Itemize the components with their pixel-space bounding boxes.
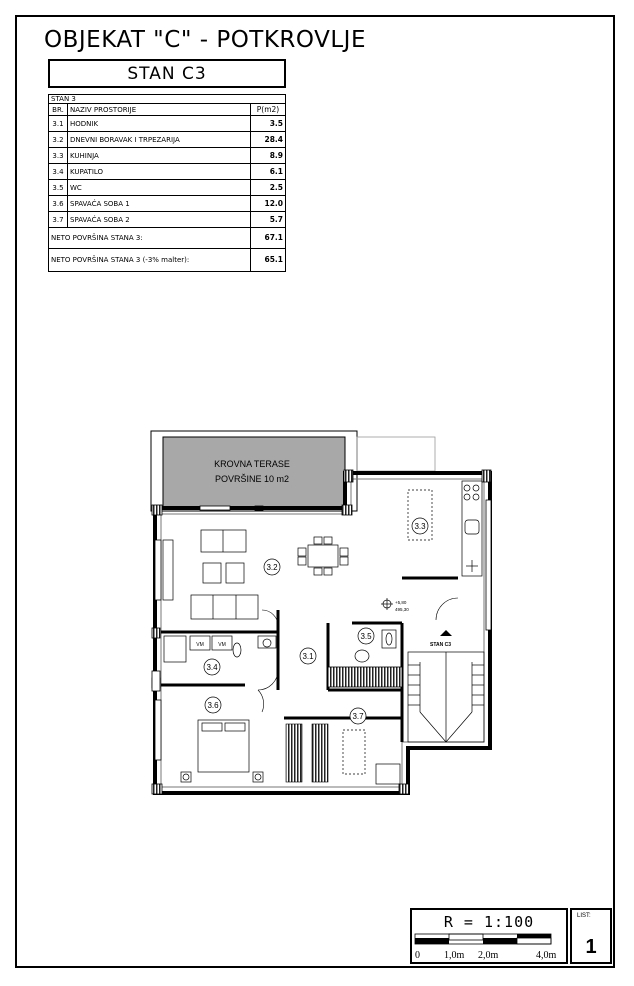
sofa: [163, 530, 258, 619]
terrace-label-1: KROVNA TERASE: [214, 459, 290, 469]
terrace-label-2: POVRŠINE 10 m2: [214, 474, 290, 484]
sheet-label: LIST:: [577, 913, 591, 919]
scale-box: [410, 908, 568, 964]
room-no: 3.4: [49, 164, 68, 180]
room-area: 5.7: [251, 212, 286, 228]
sheet-box: [570, 908, 612, 964]
room-area: 2.5: [251, 180, 286, 196]
room-name: KUPATILO: [68, 164, 251, 180]
net-area-less-value: 65.1: [251, 249, 286, 272]
wardrobe: [286, 724, 328, 782]
unit-label: STAN C3: [48, 59, 286, 88]
room-name: WC: [68, 180, 251, 196]
room-area: 8.9: [251, 148, 286, 164]
room-name: SPAVAĆA SOBA 1: [68, 196, 251, 212]
room-name: KUHINJA: [68, 148, 251, 164]
room-name: DNEVNI BORAVAK I TRPEZARIJA: [68, 132, 251, 148]
net-area-less-label: NETO POVRŠINA STANA 3 (-3% malter):: [49, 249, 251, 272]
scale-bar: [412, 910, 566, 950]
net-area-label: NETO POVRŠINA STANA 3:: [49, 228, 251, 249]
roof-terrace: [163, 437, 345, 507]
drawing-title: OBJEKAT "C" - POTKROVLJE: [44, 27, 366, 53]
room-area: 12.0: [251, 196, 286, 212]
staircase: [408, 652, 484, 742]
single-bed: [343, 730, 400, 784]
room-area: 3.5: [251, 116, 286, 132]
stair-label: STAN C3: [430, 642, 452, 648]
sheet-number: 1: [585, 936, 597, 958]
col-area-header: P(m2): [251, 104, 286, 116]
scale-ratio: R = 1:100: [443, 913, 535, 931]
room-no: 3.6: [49, 196, 68, 212]
scale-tick: 2,0m: [478, 950, 499, 961]
scale-tick: 4,0m: [536, 950, 557, 961]
door-swings: [258, 598, 458, 712]
col-no-header: BR.: [49, 104, 68, 116]
room-no: 3.3: [49, 148, 68, 164]
room-tag-3-2: 3.2: [266, 563, 278, 572]
scale-tick: 1,0m: [444, 950, 465, 961]
room-tag-3-4: 3.4: [206, 663, 218, 672]
room-tags: [204, 518, 428, 724]
room-tag-3-7: 3.7: [352, 712, 364, 721]
room-tag-3-3: 3.3: [414, 522, 426, 531]
col-name-header: NAZIV PROSTORIJE: [68, 104, 251, 116]
vm-label: VM: [218, 642, 226, 648]
room-no: 3.2: [49, 132, 68, 148]
double-bed: [181, 720, 263, 782]
room-area: 6.1: [251, 164, 286, 180]
level-top: +5,80: [395, 600, 407, 605]
level-bottom: 495,30: [395, 607, 409, 612]
room-tag-3-5: 3.5: [360, 632, 372, 641]
table-caption: STAN 3: [49, 95, 286, 104]
room-tag-3-1: 3.1: [302, 652, 314, 661]
room-name: SPAVAĆA SOBA 2: [68, 212, 251, 228]
room-no: 3.5: [49, 180, 68, 196]
scale-tick: 0: [415, 950, 420, 961]
room-area: 28.4: [251, 132, 286, 148]
room-no: 3.1: [49, 116, 68, 132]
windows: [152, 500, 491, 760]
vm-label: VM: [196, 642, 204, 648]
dining-table: [298, 537, 348, 575]
net-area-value: 67.1: [251, 228, 286, 249]
room-tag-3-6: 3.6: [207, 701, 219, 710]
bathroom-fixtures: [164, 636, 276, 662]
level-marker-icon: [381, 598, 393, 610]
shaft: [328, 667, 402, 687]
room-no: 3.7: [49, 212, 68, 228]
stair-arrow-icon: [440, 630, 452, 636]
roof-edge: [357, 437, 435, 471]
room-name: HODNIK: [68, 116, 251, 132]
